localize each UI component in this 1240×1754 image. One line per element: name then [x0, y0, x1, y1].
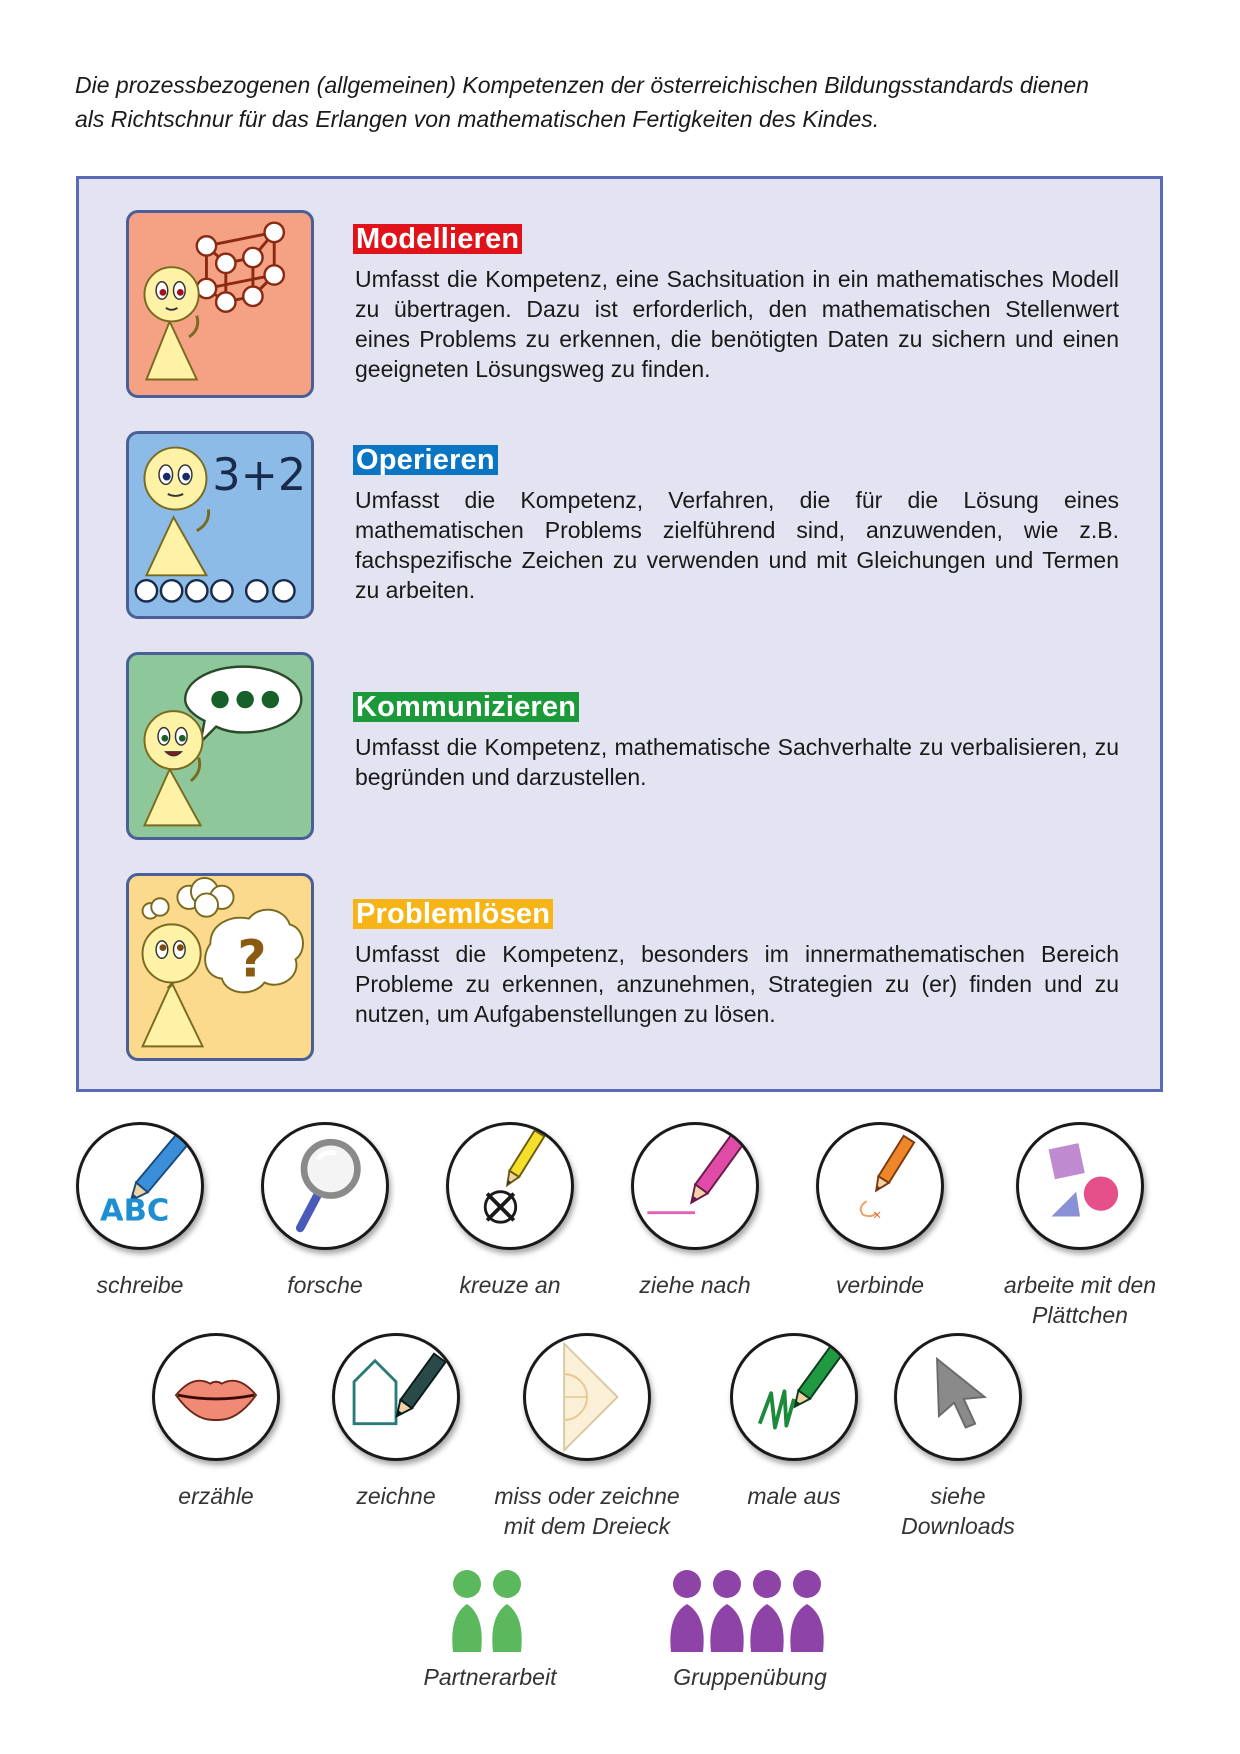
- legend-dreieck: [487, 1333, 687, 1541]
- addition-icon: [126, 431, 314, 619]
- legend-label: ziehe nach: [639, 1272, 751, 1298]
- lips-icon: [152, 1333, 280, 1461]
- speech-bubble-icon: [126, 652, 314, 840]
- legend-downloads[interactable]: [888, 1333, 1028, 1541]
- intro-text: [75, 68, 1185, 136]
- legend-partnerarbeit: [410, 1568, 570, 1691]
- pencil-cross-icon: [446, 1122, 574, 1250]
- intro-line-2: als Richtschnur für das Erlangen von mathematischen Fertigkeiten des Kindes.: [75, 106, 880, 132]
- set-square-icon: [523, 1333, 651, 1461]
- legend-label: male aus: [747, 1483, 841, 1509]
- pencil-scribble-icon: [730, 1333, 858, 1461]
- legend-label: Partnerarbeit: [423, 1664, 557, 1690]
- competency-title: Kommunizieren: [353, 692, 579, 722]
- legend-male-aus: [724, 1333, 864, 1511]
- pencil-trace-icon: [631, 1122, 759, 1250]
- tiles-icon: [1016, 1122, 1144, 1250]
- legend-label: erzähle: [178, 1483, 254, 1509]
- question-mark-text: ?: [237, 929, 267, 989]
- magnifier-icon: [261, 1122, 389, 1250]
- two-people-icon: [445, 1568, 535, 1654]
- competency-title: Problemlösen: [353, 899, 553, 929]
- legend-label: zeichne: [356, 1483, 436, 1509]
- legend-label: forsche: [287, 1272, 363, 1298]
- legend-erzaehle: [146, 1333, 286, 1511]
- legend-verbinde: [810, 1122, 950, 1300]
- intro-line-1: Die prozessbezogenen (allgemeinen) Kompetenzen der österreichischen Bildungsstandards dienen: [75, 72, 1089, 98]
- legend-schreibe: [70, 1122, 210, 1300]
- question-cloud-icon: [126, 873, 314, 1061]
- svg-text:×: ×: [872, 1207, 882, 1222]
- competency-title: Modellieren: [353, 224, 522, 254]
- legend-label: miss oder zeichne mit dem Dreieck: [494, 1483, 680, 1539]
- dot-cube-icon: [126, 210, 314, 398]
- pencil-abc-icon: [76, 1122, 204, 1250]
- competency-panel: [76, 176, 1163, 1092]
- legend-forsche: [255, 1122, 395, 1300]
- legend-label: verbinde: [835, 1272, 925, 1298]
- competency-description: Umfasst die Kompetenz, besonders im innermathematischen Bereich Probleme zu erkennen, anzunehmen, Strategien zu (er) finden und zu nutzen, um Aufgabenstellungen zu lösen.: [355, 941, 1119, 1027]
- legend-label: arbeite mit den Plättchen: [1003, 1272, 1157, 1328]
- pencil-connect-icon: [816, 1122, 944, 1250]
- legend-kreuze-an: [440, 1122, 580, 1300]
- competency-description: Umfasst die Kompetenz, eine Sachsituation in ein mathematisches Modell zu übertragen. Dazu ist erforderlich, den mathematischen Stellenwert eines Problems zu erkennen, die benötigten Daten zu sichern und einen geeigneten Lösungsweg zu finden.: [355, 266, 1119, 382]
- abc-text: ABC: [99, 1193, 170, 1229]
- competency-title: Operieren: [353, 445, 498, 475]
- competency-description: Umfasst die Kompetenz, Verfahren, die für die Lösung eines mathematischen Problems zielführend sind, anzuwenden, wie z.B. fachspezifische Zeichen zu verwenden und mit Gleichungen und Termen zu arbeiten.: [355, 487, 1119, 603]
- legend-label: kreuze an: [459, 1272, 561, 1298]
- equation-text: 3+2: [212, 449, 307, 502]
- legend-gruppenuebung: [655, 1568, 845, 1691]
- four-people-icon: [665, 1568, 835, 1654]
- competency-description: Umfasst die Kompetenz, mathematische Sachverhalte zu verbalisieren, zu begründen und darzustellen.: [355, 734, 1119, 790]
- legend-zeichne: [326, 1333, 466, 1511]
- cursor-arrow-icon[interactable]: [894, 1333, 1022, 1461]
- legend-label: siehe Downloads: [901, 1483, 1015, 1539]
- legend-ziehe-nach: [625, 1122, 765, 1300]
- pencil-house-icon: [332, 1333, 460, 1461]
- legend-label: schreibe: [96, 1272, 184, 1298]
- legend-plaettchen: [990, 1122, 1170, 1330]
- legend-label: Gruppenübung: [673, 1664, 827, 1690]
